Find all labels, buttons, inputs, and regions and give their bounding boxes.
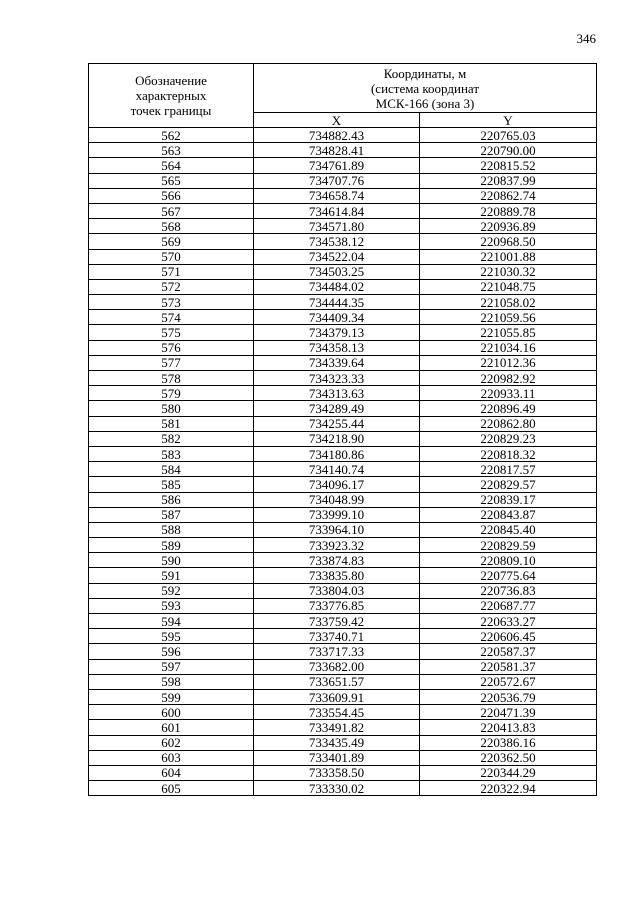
y-coordinate-cell: 220829.57 — [420, 477, 597, 492]
x-coordinate-cell: 733330.02 — [254, 781, 420, 796]
table-row — [89, 781, 597, 796]
y-coordinate-cell: 221048.75 — [420, 279, 597, 294]
table-row — [89, 720, 597, 735]
y-coordinate-cell: 221055.85 — [420, 325, 597, 340]
x-coordinate-cell: 734828.41 — [254, 143, 420, 158]
table-row — [89, 325, 597, 340]
table-row — [89, 492, 597, 507]
table-row — [89, 416, 597, 431]
table-row — [89, 674, 597, 689]
table-row — [89, 522, 597, 537]
table-row — [89, 173, 597, 188]
y-coordinate-cell: 221001.88 — [420, 249, 597, 264]
point-id-cell: 585 — [89, 477, 254, 492]
point-id-cell: 574 — [89, 310, 254, 325]
x-coordinate-cell: 734289.49 — [254, 401, 420, 416]
point-id-cell: 566 — [89, 188, 254, 203]
point-id-cell: 563 — [89, 143, 254, 158]
y-coordinate-cell: 220896.49 — [420, 401, 597, 416]
y-coordinate-cell: 220815.52 — [420, 158, 597, 173]
y-coordinate-cell: 220687.77 — [420, 598, 597, 613]
point-id-cell: 569 — [89, 234, 254, 249]
coordinates-table — [88, 63, 597, 796]
x-coordinate-cell: 734255.44 — [254, 416, 420, 431]
point-id-cell: 564 — [89, 158, 254, 173]
table-row — [89, 203, 597, 218]
point-id-cell: 567 — [89, 203, 254, 218]
point-id-cell: 580 — [89, 401, 254, 416]
table-row — [89, 249, 597, 264]
x-coordinate-cell: 733401.89 — [254, 750, 420, 765]
point-id-cell: 587 — [89, 507, 254, 522]
y-coordinate-cell: 220982.92 — [420, 371, 597, 386]
x-coordinate-cell: 734503.25 — [254, 264, 420, 279]
table-row — [89, 310, 597, 325]
table-row — [89, 386, 597, 401]
x-coordinate-cell: 733776.85 — [254, 598, 420, 613]
x-column-header: X — [254, 113, 420, 128]
table-row — [89, 279, 597, 294]
y-coordinate-cell: 220889.78 — [420, 203, 597, 218]
point-id-cell: 596 — [89, 644, 254, 659]
point-id-cell: 600 — [89, 705, 254, 720]
y-coordinate-cell: 220413.83 — [420, 720, 597, 735]
point-id-cell: 591 — [89, 568, 254, 583]
y-coordinate-cell: 220968.50 — [420, 234, 597, 249]
y-coordinate-cell: 220471.39 — [420, 705, 597, 720]
table-row — [89, 568, 597, 583]
table-row — [89, 355, 597, 370]
x-coordinate-cell: 734409.34 — [254, 310, 420, 325]
y-coordinate-cell: 220765.03 — [420, 128, 597, 143]
y-coordinate-cell: 221012.36 — [420, 355, 597, 370]
x-coordinate-cell: 734323.33 — [254, 371, 420, 386]
x-coordinate-cell: 733491.82 — [254, 720, 420, 735]
point-id-cell: 590 — [89, 553, 254, 568]
table-row — [89, 264, 597, 279]
x-coordinate-cell: 733435.49 — [254, 735, 420, 750]
table-row — [89, 188, 597, 203]
y-coordinate-cell: 220936.89 — [420, 219, 597, 234]
table-row — [89, 401, 597, 416]
x-coordinate-cell: 733740.71 — [254, 629, 420, 644]
y-coordinate-cell: 220862.74 — [420, 188, 597, 203]
y-coordinate-cell: 220790.00 — [420, 143, 597, 158]
point-id-cell: 568 — [89, 219, 254, 234]
y-coordinate-cell: 220862.80 — [420, 416, 597, 431]
y-coordinate-cell: 220736.83 — [420, 583, 597, 598]
coordinates-header-line: (система координат — [370, 80, 480, 96]
point-id-cell: 578 — [89, 371, 254, 386]
point-id-cell: 582 — [89, 431, 254, 446]
coordinates-header-line: МСК-166 (зона 3) — [375, 95, 475, 111]
table-row — [89, 158, 597, 173]
y-coordinate-cell: 220362.50 — [420, 750, 597, 765]
x-coordinate-cell: 734180.86 — [254, 446, 420, 461]
table-row — [89, 371, 597, 386]
y-coordinate-cell: 220633.27 — [420, 614, 597, 629]
y-coordinate-cell: 220386.16 — [420, 735, 597, 750]
point-id-cell: 602 — [89, 735, 254, 750]
y-coordinate-cell: 220839.17 — [420, 492, 597, 507]
x-coordinate-cell: 734658.74 — [254, 188, 420, 203]
x-coordinate-cell: 734140.74 — [254, 462, 420, 477]
y-coordinate-cell: 220587.37 — [420, 644, 597, 659]
table-row — [89, 219, 597, 234]
x-coordinate-cell: 733358.50 — [254, 765, 420, 780]
y-coordinate-cell: 221034.16 — [420, 340, 597, 355]
x-coordinate-cell: 734358.13 — [254, 340, 420, 355]
y-coordinate-cell: 220581.37 — [420, 659, 597, 674]
point-id-cell: 562 — [89, 128, 254, 143]
x-coordinate-cell: 734444.35 — [254, 295, 420, 310]
point-id-cell: 595 — [89, 629, 254, 644]
x-coordinate-cell: 733682.00 — [254, 659, 420, 674]
y-coordinate-cell: 220536.79 — [420, 689, 597, 704]
table-row — [89, 128, 597, 143]
table-row — [89, 538, 597, 553]
designation-header-line: Обозначение — [135, 73, 207, 88]
table-row — [89, 583, 597, 598]
x-coordinate-cell: 734339.64 — [254, 355, 420, 370]
point-id-cell: 581 — [89, 416, 254, 431]
point-id-cell: 592 — [89, 583, 254, 598]
point-id-cell: 586 — [89, 492, 254, 507]
x-coordinate-cell: 734707.76 — [254, 173, 420, 188]
point-id-cell: 594 — [89, 614, 254, 629]
table-row — [89, 750, 597, 765]
page-number: 346 — [576, 31, 596, 46]
x-coordinate-cell: 734522.04 — [254, 249, 420, 264]
table-row — [89, 735, 597, 750]
point-id-cell: 601 — [89, 720, 254, 735]
table-row — [89, 507, 597, 522]
point-id-cell: 589 — [89, 538, 254, 553]
point-id-cell: 577 — [89, 355, 254, 370]
table-row — [89, 295, 597, 310]
x-coordinate-cell: 733923.32 — [254, 538, 420, 553]
x-coordinate-cell: 734096.17 — [254, 477, 420, 492]
point-id-cell: 605 — [89, 781, 254, 796]
x-coordinate-cell: 733609.91 — [254, 689, 420, 704]
point-id-cell: 571 — [89, 264, 254, 279]
point-id-cell: 573 — [89, 295, 254, 310]
x-coordinate-cell: 734048.99 — [254, 492, 420, 507]
designation-header-line: точек границы — [130, 103, 212, 118]
y-coordinate-cell: 220933.11 — [420, 386, 597, 401]
x-coordinate-cell: 733835.80 — [254, 568, 420, 583]
y-coordinate-cell: 220829.23 — [420, 431, 597, 446]
table-row — [89, 431, 597, 446]
point-id-cell: 579 — [89, 386, 254, 401]
x-coordinate-cell: 734313.63 — [254, 386, 420, 401]
point-id-cell: 565 — [89, 173, 254, 188]
table-row — [89, 234, 597, 249]
y-coordinate-cell: 220809.10 — [420, 553, 597, 568]
point-id-cell: 588 — [89, 522, 254, 537]
point-id-cell: 604 — [89, 765, 254, 780]
point-id-cell: 583 — [89, 446, 254, 461]
coordinates-header-line: Координаты, м — [383, 65, 467, 81]
x-coordinate-cell: 734761.89 — [254, 158, 420, 173]
table-row — [89, 598, 597, 613]
y-coordinate-cell: 220843.87 — [420, 507, 597, 522]
x-coordinate-cell: 733759.42 — [254, 614, 420, 629]
point-id-cell: 597 — [89, 659, 254, 674]
table-row — [89, 659, 597, 674]
table-row — [89, 462, 597, 477]
table-row — [89, 340, 597, 355]
point-id-cell: 599 — [89, 689, 254, 704]
y-coordinate-cell: 221030.32 — [420, 264, 597, 279]
x-coordinate-cell: 734218.90 — [254, 431, 420, 446]
point-id-cell: 576 — [89, 340, 254, 355]
table-row — [89, 553, 597, 568]
x-coordinate-cell: 733874.83 — [254, 553, 420, 568]
point-id-cell: 584 — [89, 462, 254, 477]
table-row — [89, 705, 597, 720]
y-coordinate-cell: 220775.64 — [420, 568, 597, 583]
x-coordinate-cell: 734484.02 — [254, 279, 420, 294]
y-coordinate-cell: 220845.40 — [420, 522, 597, 537]
x-coordinate-cell: 734614.84 — [254, 203, 420, 218]
y-coordinate-cell: 220572.67 — [420, 674, 597, 689]
y-column-header: Y — [420, 113, 597, 128]
x-coordinate-cell: 733717.33 — [254, 644, 420, 659]
y-coordinate-cell: 221059.56 — [420, 310, 597, 325]
y-coordinate-cell: 220322.94 — [420, 781, 597, 796]
coordinates-header — [254, 64, 597, 113]
y-coordinate-cell: 221058.02 — [420, 295, 597, 310]
y-coordinate-cell: 220829.59 — [420, 538, 597, 553]
y-coordinate-cell: 220818.32 — [420, 446, 597, 461]
point-id-cell: 570 — [89, 249, 254, 264]
table-row — [89, 629, 597, 644]
y-coordinate-cell: 220817.57 — [420, 462, 597, 477]
point-id-cell: 603 — [89, 750, 254, 765]
point-id-cell: 593 — [89, 598, 254, 613]
table-row — [89, 614, 597, 629]
table-row — [89, 765, 597, 780]
point-id-cell: 598 — [89, 674, 254, 689]
table-row — [89, 689, 597, 704]
point-id-cell: 575 — [89, 325, 254, 340]
designation-header-line: характерных — [135, 88, 207, 103]
x-coordinate-cell: 734882.43 — [254, 128, 420, 143]
x-coordinate-cell: 734538.12 — [254, 234, 420, 249]
x-coordinate-cell: 733804.03 — [254, 583, 420, 598]
x-coordinate-cell: 733964.10 — [254, 522, 420, 537]
y-coordinate-cell: 220837.99 — [420, 173, 597, 188]
x-coordinate-cell: 733554.45 — [254, 705, 420, 720]
table-row — [89, 446, 597, 461]
x-coordinate-cell: 734379.13 — [254, 325, 420, 340]
point-id-cell: 572 — [89, 279, 254, 294]
x-coordinate-cell: 734571.80 — [254, 219, 420, 234]
table-row — [89, 143, 597, 158]
designation-header — [89, 64, 254, 128]
x-coordinate-cell: 733999.10 — [254, 507, 420, 522]
x-coordinate-cell: 733651.57 — [254, 674, 420, 689]
y-coordinate-cell: 220606.45 — [420, 629, 597, 644]
table-body — [89, 128, 597, 796]
table-row — [89, 477, 597, 492]
table-row — [89, 644, 597, 659]
y-coordinate-cell: 220344.29 — [420, 765, 597, 780]
